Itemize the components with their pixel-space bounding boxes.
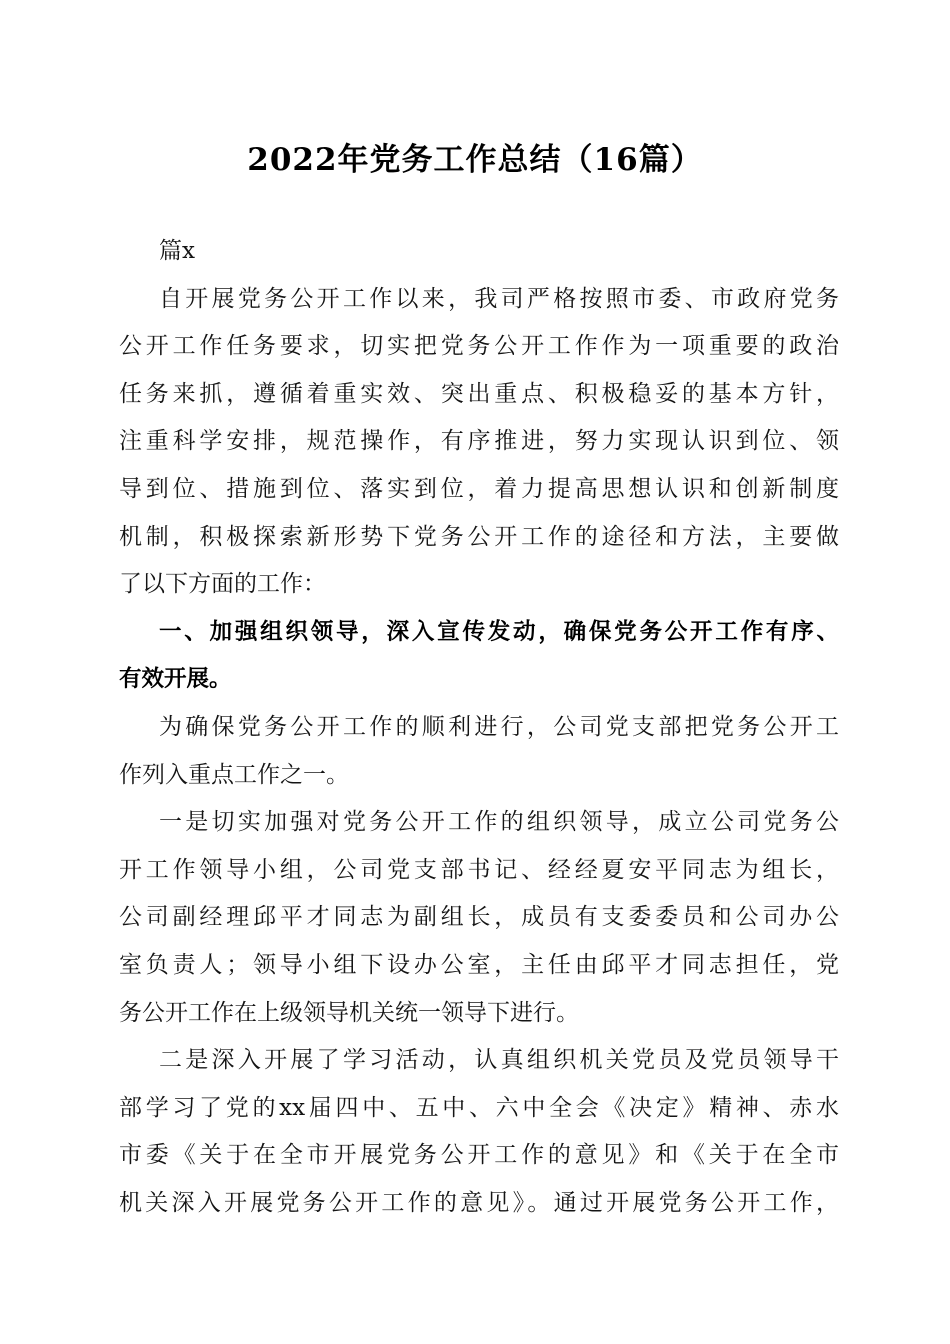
paragraph-line: 任务来抓，遵循着重实效、突出重点、积极稳妥的基本方针， bbox=[119, 380, 839, 407]
section-heading: 一、加强组织领导，深入宣传发动，确保党务公开工作有序、 bbox=[159, 618, 839, 645]
paragraph-line: 机关深入开展党务公开工作的意见》。通过开展党务公开工作， bbox=[119, 1189, 839, 1216]
paragraph-line: 自开展党务公开工作以来，我司严格按照市委、市政府党务 bbox=[159, 285, 839, 312]
paragraph-line: 部学习了党的xx届四中、五中、六中全会《决定》精神、赤水 bbox=[119, 1094, 839, 1121]
paragraph-line: 机制，积极探索新形势下党务公开工作的途径和方法，主要做 bbox=[119, 523, 839, 550]
paragraph-line: 注重科学安排，规范操作，有序推进，努力实现认识到位、领 bbox=[119, 428, 839, 455]
paragraph-line: 室负责人；领导小组下设办公室，主任由邱平才同志担任，党 bbox=[119, 951, 839, 978]
paragraph-line: 作列入重点工作之一。 bbox=[119, 761, 349, 788]
document-title: 2022年党务工作总结（16篇） bbox=[247, 142, 703, 178]
paragraph-line: 务公开工作在上级领导机关统一领导下进行。 bbox=[119, 999, 579, 1026]
paragraph-line: 了以下方面的工作： bbox=[119, 571, 326, 598]
paragraph-line: 一是切实加强对党务公开工作的组织领导，成立公司党务公 bbox=[159, 809, 839, 836]
paragraph-line: 市委《关于在全市开展党务公开工作的意见》和《关于在全市 bbox=[119, 1142, 839, 1169]
section-label: 篇x bbox=[159, 238, 195, 264]
paragraph-line: 为确保党务公开工作的顺利进行，公司党支部把党务公开工 bbox=[159, 713, 839, 740]
paragraph-line: 开工作领导小组，公司党支部书记、经经夏安平同志为组长， bbox=[119, 856, 839, 883]
paragraph-line: 导到位、措施到位、落实到位，着力提高思想认识和创新制度 bbox=[119, 475, 839, 502]
paragraph-line: 公开工作任务要求，切实把党务公开工作作为一项重要的政治 bbox=[119, 333, 839, 360]
paragraph-line: 公司副经理邱平才同志为副组长，成员有支委委员和公司办公 bbox=[119, 904, 839, 931]
section-heading: 有效开展。 bbox=[119, 666, 232, 693]
paragraph-line: 二是深入开展了学习活动，认真组织机关党员及党员领导干 bbox=[159, 1047, 839, 1074]
document-body bbox=[119, 228, 839, 1227]
